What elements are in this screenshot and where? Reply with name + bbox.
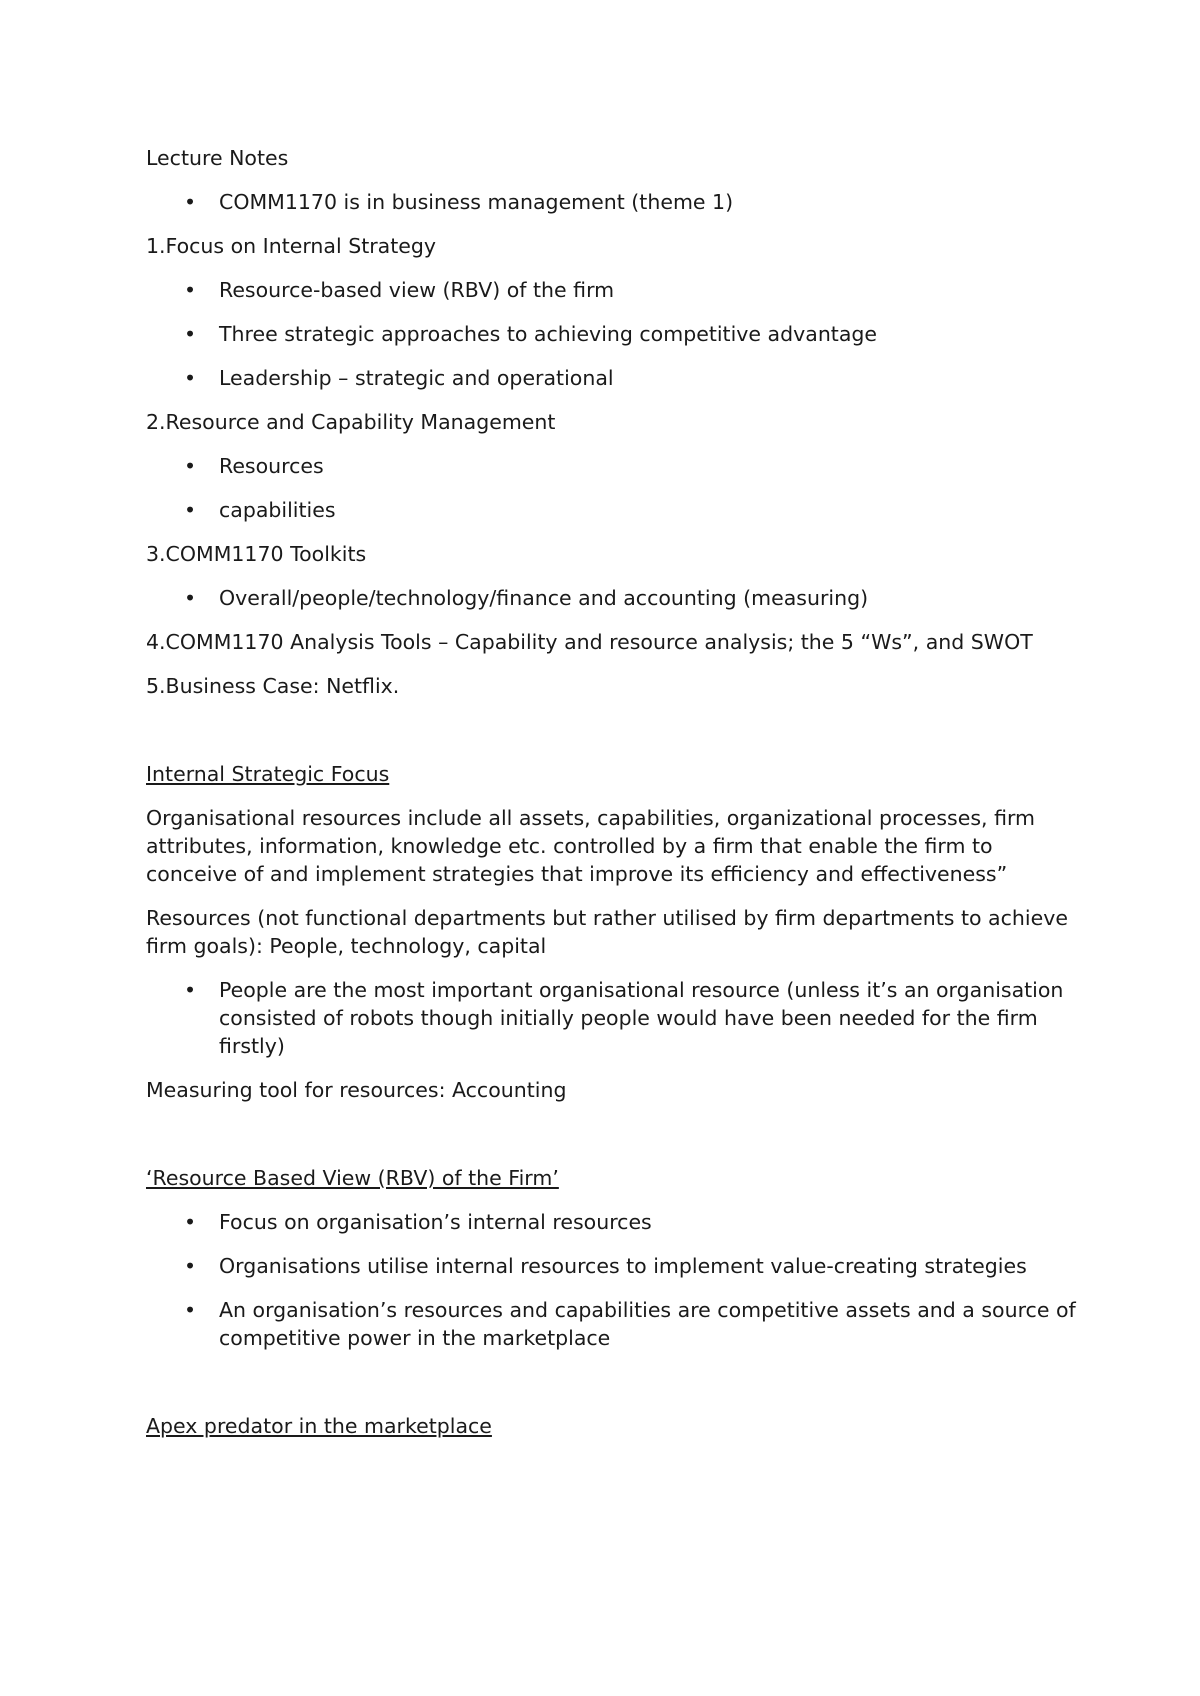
list-item: • Overall/people/technology/finance and accounting (measuring)	[146, 584, 1076, 612]
internal-paragraph-1: Organisational resources include all assets, capabilities, organizational processes, firm attributes, information, knowledge etc. controlled by a firm that enable the firm to conceive of and implement strategies that improve its efficiency and effectiveness”	[146, 806, 1036, 886]
section-heading-internal-strategic-focus: Internal Strategic Focus	[146, 762, 390, 786]
list-item: • People are the most important organisational resource (unless it’s an organisation consisted of robots though initially people would have been needed for the firm firstly)	[146, 976, 1076, 1060]
section-spacer	[146, 1120, 1076, 1164]
outline-1-bullet-list	[146, 276, 1076, 392]
section-heading-apex-predator: Apex predator in the marketplace	[146, 1414, 492, 1438]
section-spacer	[146, 716, 1076, 760]
list-item: • Three strategic approaches to achieving competitive advantage	[146, 320, 1076, 348]
lecture-notes-title: Lecture Notes	[146, 146, 289, 170]
section-spacer	[146, 1368, 1076, 1412]
outline-heading-4: 4.COMM1170 Analysis Tools – Capability and resource analysis; the 5 “Ws”, and SWOT	[146, 630, 1033, 654]
list-item: • Focus on organisation’s internal resources	[146, 1208, 1076, 1236]
outline-heading-1: 1.Focus on Internal Strategy	[146, 234, 437, 258]
outline-heading-2: 2.Resource and Capability Management	[146, 410, 556, 434]
internal-paragraph-2: Resources (not functional departments but rather utilised by firm departments to achieve firm goals): People, technology, capital	[146, 906, 1068, 958]
internal-bullet-list	[146, 976, 1076, 1060]
document-page	[146, 144, 1076, 1456]
internal-paragraph-3: Measuring tool for resources: Accounting	[146, 1078, 567, 1102]
intro-bullet-list	[146, 188, 1076, 216]
list-item: • Organisations utilise internal resources to implement value-creating strategies	[146, 1252, 1076, 1280]
list-item: • capabilities	[146, 496, 1076, 524]
list-item: • An organisation’s resources and capabilities are competitive assets and a source of competitive power in the marketplace	[146, 1296, 1076, 1352]
outline-heading-3: 3.COMM1170 Toolkits	[146, 542, 367, 566]
outline-3-bullet-list	[146, 584, 1076, 612]
list-item: • Resource-based view (RBV) of the firm	[146, 276, 1076, 304]
rbv-bullet-list	[146, 1208, 1076, 1352]
list-item: • Resources	[146, 452, 1076, 480]
outline-heading-5: 5.Business Case: Netflix.	[146, 674, 400, 698]
list-item: • COMM1170 is in business management (theme 1)	[146, 188, 1076, 216]
list-item: • Leadership – strategic and operational	[146, 364, 1076, 392]
section-heading-rbv: ‘Resource Based View (RBV) of the Firm’	[146, 1166, 559, 1190]
outline-2-bullet-list	[146, 452, 1076, 524]
